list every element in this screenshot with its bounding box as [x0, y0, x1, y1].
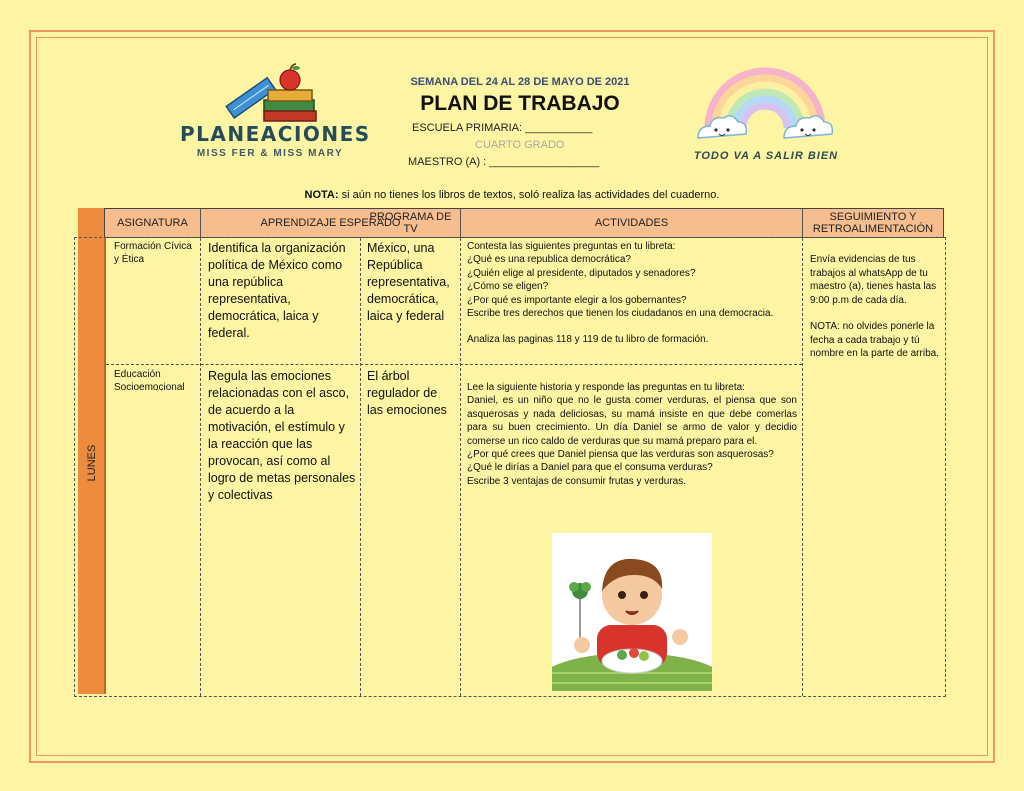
- column-divider: [200, 238, 201, 696]
- boy-eating-salad-illustration: [552, 533, 712, 691]
- week-range: SEMANA DEL 24 AL 28 DE MAYO DE 2021: [410, 76, 630, 88]
- table-row-2-activities: [467, 381, 797, 488]
- books-apple-icon: [220, 62, 320, 122]
- note-text: si aún no tienes los libros de textos, soló realiza las actividades del cuaderno.: [338, 189, 720, 201]
- note-label: NOTA:: [304, 189, 339, 201]
- planeaciones-logo: [180, 62, 371, 172]
- activity-line: ¿Qué es una republica democrática?: [467, 254, 631, 266]
- day-label: LUNES: [86, 444, 98, 482]
- teacher-field: MAESTRO (A) : __________________: [408, 156, 600, 168]
- page-title: PLAN DE TRABAJO: [420, 92, 620, 115]
- table-row-1-learning: Identifica la organización política de México como una república representativa, democrática, laica y federal.: [208, 241, 346, 340]
- table-row-2-tv: El árbol regulador de las emociones: [367, 369, 447, 417]
- activity-line: Escribe 3 ventajas de consumir frutas y verduras.: [467, 475, 686, 487]
- followup-instructions: Envía evidencias de tus trabajos al whatsApp de tu maestro (a), tienes hasta las 9:00 p.m de cada día.: [810, 254, 937, 306]
- header-subject: ASIGNATURA: [105, 209, 201, 237]
- header-tv: PROGRAMA DE TV: [361, 209, 461, 237]
- activity-line: Daniel, es un niño que no le gusta comer verduras, el piensa que son asquerosas y nada deliciosas, su mamá insiste en que debe comerlas para su buen crecimiento. Un día Daniel se armo de valor y decidio comerse un rico caldo de verduras que su mamá preparo para el.: [467, 395, 797, 447]
- activity-line: [467, 320, 797, 333]
- column-divider: [460, 238, 461, 696]
- day-column-header: [78, 208, 106, 238]
- table-row-1-tv: México, una República representativa, democrática, laica y federal: [367, 241, 450, 323]
- followup-note: NOTA: no olvides ponerle la fecha a cada trabajo y tú nombre en la parte de arriba.: [810, 321, 939, 359]
- note: [100, 189, 924, 201]
- table-row-1-activities: [467, 240, 797, 347]
- activity-line: Analiza las paginas 118 y 119 de tu libro de formación.: [467, 334, 709, 346]
- row-divider: [106, 364, 802, 365]
- header-activities: ACTIVIDADES: [461, 209, 803, 237]
- activity-line: ¿Por qué es importante elegir a los gobernantes?: [467, 294, 687, 306]
- activity-line: Contesta las siguientes preguntas en tu libreta:: [467, 241, 676, 252]
- followup-text: [810, 253, 942, 374]
- activity-line: Lee la siguiente historia y responde las preguntas en tu libreta:: [467, 382, 745, 393]
- activity-line: Escribe tres derechos que tienen los ciudadanos en una democracia.: [467, 308, 774, 320]
- school-field: ESCUELA PRIMARIA: ___________: [412, 122, 593, 134]
- activity-line: ¿Por qué crees que Daniel piensa que las verduras son asquerosas?: [467, 449, 774, 461]
- table-row-1-subject: Formación Cívica y Ética: [114, 241, 192, 265]
- table-row-2-subject: Educación Socioemocional: [114, 369, 185, 393]
- motto: TODO VA A SALIR BIEN: [693, 150, 839, 162]
- table-header: [104, 208, 944, 238]
- header-followup: SEGUIMIENTO Y RETROALIMENTACIÓN: [812, 211, 934, 235]
- activity-line: ¿Quién elige al presidente, diputados y senadores?: [467, 267, 696, 279]
- column-divider: [802, 238, 803, 696]
- grade-label: CUARTO GRADO: [475, 139, 565, 151]
- logo-subtitle: MISS FER & MISS MARY: [196, 148, 344, 159]
- table-row-2-learning: Regula las emociones relacionadas con el asco, de acuerdo a la motivación, el estímulo y la reacción que las provocan, así como al logro de metas personales y colectivas: [208, 369, 356, 502]
- header-learning: APRENDIZAJE ESPERADO: [201, 209, 461, 237]
- activity-line: ¿Cómo se eligen?: [467, 281, 549, 293]
- activity-line: ¿Qué le dirías a Daniel para que el consuma verduras?: [467, 462, 713, 474]
- column-divider: [360, 238, 361, 696]
- logo-title: PLANEACIONES: [180, 122, 371, 146]
